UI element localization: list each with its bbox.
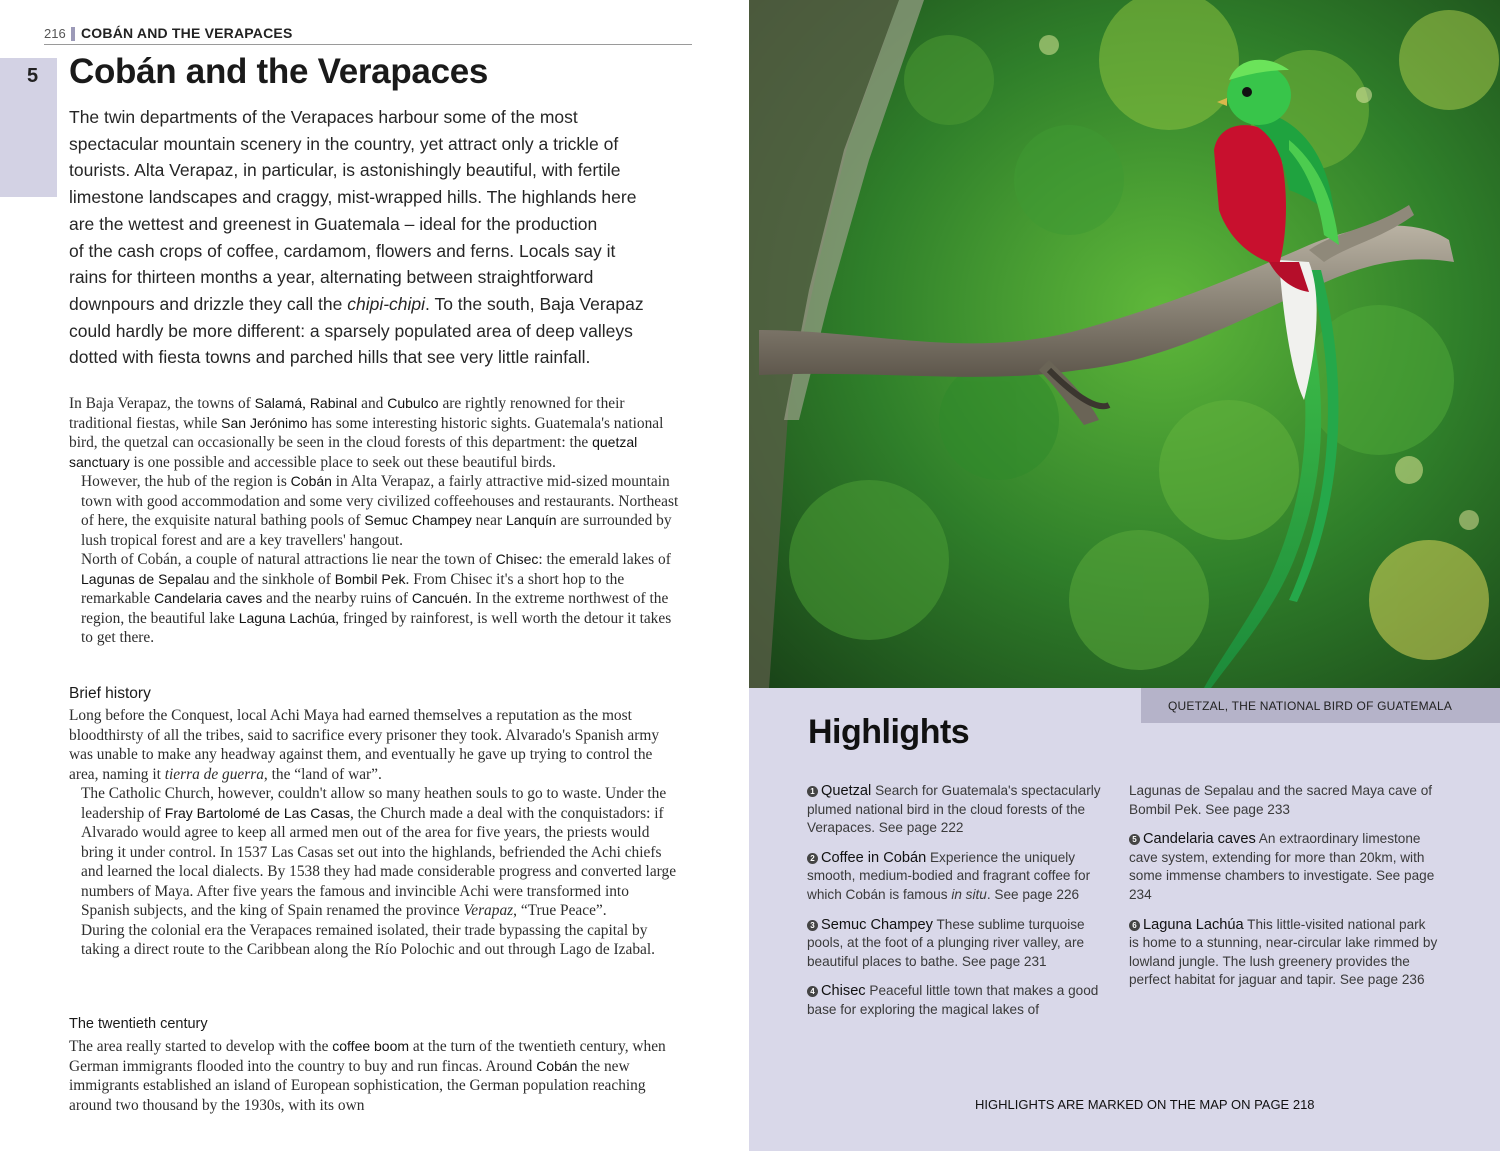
highlight-item-semuc-champey [807,916,1112,972]
highlights-title: Highlights [808,713,970,751]
highlight-item-coffee-in-coban [807,849,1112,905]
quetzal-photo [749,0,1500,688]
history-paragraph [69,706,681,784]
text: , the Church made a deal with the conquistadors: if Alvarado would agree to keep all armed men out of the area for five years, the priests would bring it under control. In 1537 Las Casas set out into the highlands, befriended the Achi chiefs and learned the local dialects. By 1538 they had made considerable progress and converted large numbers of Maya. After five years the famous and invincible Achi were transformed into Spanish subjects, and the king of Spain renamed the province [81,804,677,919]
keyword-candelaria-caves: Candelaria caves [154,590,263,606]
highlight-text: Search for Guatemala's spectacularly plumed national bird in the cloud forests of the Verapaces. See page 222 [807,783,1101,836]
highlight-text: . See page 226 [986,886,1080,902]
text: and [357,395,388,412]
highlights-column-2 [1129,782,1439,1001]
text: However, the hub of the region is [81,473,291,490]
text: is one possible and accessible place to seek out these beautiful birds. [129,453,556,471]
keyword-bombil-pek: Bombil Pek [334,570,406,587]
intro-line: limestone landscapes and craggy, mist-wrapped hills. The highlands here [69,187,637,208]
highlight-number-badge: 6 [1129,920,1140,931]
history-paragraph: During the colonial era the Verapaces remained isolated, their trade bypassing the capital by taking a direct route to the Caribbean along the Río Polochic and out through Lago de Izabal. [81,921,655,958]
body-text [69,394,681,648]
keyword-coban: Cobán [536,1057,578,1074]
caption-box [1141,688,1500,723]
intro-text: downpours and drizzle they call the [69,293,348,314]
highlight-number-badge: 4 [807,986,818,997]
text: Long before the Conquest, local Achi Maya had earned themselves a reputation as the most bloodthirsty of all the tribes, said to sacrifice every prisoner they took. Alvarado's Spanish army was unable to make any headway against them, and eventually he gave up trying to control the area, naming it [69,707,660,783]
text: . In the extreme northwest of the region, the beautiful lake [81,590,669,627]
intro-line: are the wettest and greenest in Guatemala – ideal for the production [69,213,598,234]
section-heading-brief-history: Brief history [69,685,151,702]
body-paragraph [69,472,681,550]
highlight-item-chisec [807,982,1112,1019]
photo-caption: QUETZAL, THE NATIONAL BIRD OF GUATEMALA [1168,699,1453,713]
keyword-san-jeronimo: San Jerónimo [221,414,308,431]
quetzal-illustration [749,0,1500,688]
highlight-name: Coffee in Cobán [821,849,927,866]
intro-text: . To the south, Baja Verapaz [425,293,644,314]
highlight-text: These sublime turquoise pools, at the foot of a plunging river valley, are beautiful places to bathe. See page 231 [807,916,1085,969]
highlight-text: An extraordinary limestone cave system, extending for more than 20km, with some immense chambers to investigate. See page 234 [1129,831,1435,902]
intro-line [69,291,681,318]
highlights-column-1 [807,782,1112,1031]
text: , fringed by rainforest, is well worth the detour it takes to get there. [81,609,672,646]
keyword-fray-bartolome: Fray Bartolomé de Las Casas [164,804,350,821]
intro-italic-term: chipi-chipi [347,293,426,314]
highlight-name: Semuc Champey [821,916,933,933]
chapter-number: 5 [27,65,39,87]
text: In Baja Verapaz, the towns of [69,395,255,412]
italic-term: Verapaz [463,902,514,919]
text: The area really started to develop with the [69,1038,333,1055]
highlight-text: Experience the uniquely smooth, medium-bodied and fragrant coffee for which Cobán is famous [807,849,1091,902]
highlight-text: Peaceful little town that makes a good base for exploring the magical lakes of [807,983,1099,1017]
twentieth-paragraph [69,1037,681,1115]
intro-line: tourists. Alta Verapaz, in particular, is astonishingly beautiful, with fertile [69,160,621,181]
highlight-number-badge: 5 [1129,834,1140,845]
keyword-lagunas-de-sepalau: Lagunas de Sepalau [81,570,210,587]
intro-line: spectacular mountain scenery in the country, yet attract only a trickle of [69,133,619,154]
keyword-cancuen: Cancuén [411,590,468,606]
history-paragraph [69,784,681,921]
body-paragraph [69,550,681,648]
highlight-item-laguna-lachua [1129,916,1439,990]
highlight-name: Candelaria caves [1143,831,1256,848]
highlight-item-candelaria-caves [1129,830,1439,904]
intro-line: dotted with fiesta towns and parched hills that see very little rainfall. [69,347,591,368]
text: and the nearby ruins of [262,590,412,607]
body-paragraph [69,394,681,472]
text: in Alta Verapaz, a fairly attractive mid-sized mountain town with good accommodation and some very civilized coffeehouses and restaurants. Northeast of here, the exquisite natural bathing pools of [81,473,679,529]
chapter-title: Cobán and the Verapaces [69,52,489,91]
twentieth-century-text [69,1037,681,1115]
text: . From Chisec it's a short hop to the remarkable [81,570,625,607]
keyword-salama: Salamá [254,395,303,411]
left-page [0,0,749,1151]
intro-line: could hardly be more different: a sparsely populated area of deep valleys [69,320,633,341]
text: has some interesting historic sights. Guatemala's national bird, the quetzal can occasionally be seen in the cloud forests of this department: the [69,414,664,451]
text: North of Cobán, a couple of natural attractions lie near the town of [81,551,496,568]
intro-paragraph [69,104,681,371]
text: near [471,512,506,529]
keyword-coffee-boom: coffee boom [332,1038,410,1054]
page-number: 216 [44,26,66,41]
highlight-number-badge: 1 [807,786,818,797]
keyword-quetzal-sanctuary: quetzal sanctuary [69,434,638,470]
intro-line: The twin departments of the Verapaces harbour some of the most [69,107,578,127]
highlight-name: Chisec [821,983,866,1000]
right-page [749,0,1500,1151]
chapter-tab [0,58,57,197]
intro-line: of the cash crops of coffee, cardamom, flowers and ferns. Locals say it [69,240,616,261]
text: are rightly renowned for their traditional fiestas, while [69,395,625,432]
text: at the turn of the twentieth century, when German immigrants flooded into the country to buy and run fincas. Around [69,1038,666,1075]
intro-line: rains for thirteen months a year, alternating between straightforward [69,267,594,288]
running-head [44,24,692,45]
highlight-number-badge: 3 [807,920,818,931]
keyword-semuc-champey: Semuc Champey [364,512,472,528]
text: , the “land of war”. [263,765,382,783]
text: the new immigrants established an island of European sophistication, the German population reaching around two thousand by the 1930s, with its own [69,1057,646,1114]
highlight-name: Quetzal [821,783,872,799]
highlight-number-badge: 2 [807,853,818,864]
running-head-title: COBÁN AND THE VERAPACES [81,25,293,41]
map-note: HIGHLIGHTS ARE MARKED ON THE MAP ON PAGE 218 [975,1097,1315,1112]
highlight-item-chisec-continued: Lagunas de Sepalau and the sacred Maya cave of Bombil Pek. See page 233 [1129,783,1433,817]
keyword-chisec: Chisec [495,551,539,567]
highlight-text: This little-visited national park is home to a stunning, near-circular lake rimmed by lowland jungle. The lush greenery provides the perfect habitat for jaguar and tapir. See page 236 [1129,916,1438,988]
text: are surrounded by lush tropical forest and are a key travellers' hangout. [81,512,672,549]
text: , “True Peace”. [513,902,607,919]
keyword-coban: Cobán [290,473,332,489]
section-heading-twentieth-century: The twentieth century [69,1016,208,1032]
keyword-cubulco: Cubulco [387,395,439,411]
italic-term: tierra de guerra [164,765,264,783]
text: : the emerald lakes of [538,551,671,568]
running-head-marker [71,27,75,41]
text: The Catholic Church, however, couldn't allow so many heathen souls to go to waste. Under the leadership of [81,785,667,822]
keyword-rabinal: Rabinal [309,395,358,411]
text: and the sinkhole of [209,570,335,588]
keyword-laguna-lachua: Laguna Lachúa [238,609,336,626]
highlight-item-quetzal [807,782,1112,838]
highlight-italic: in situ [951,886,987,902]
history-text [69,706,681,960]
keyword-lanquin: Lanquín [505,512,557,528]
text: , [302,395,310,412]
highlight-name: Laguna Lachúa [1143,916,1244,933]
